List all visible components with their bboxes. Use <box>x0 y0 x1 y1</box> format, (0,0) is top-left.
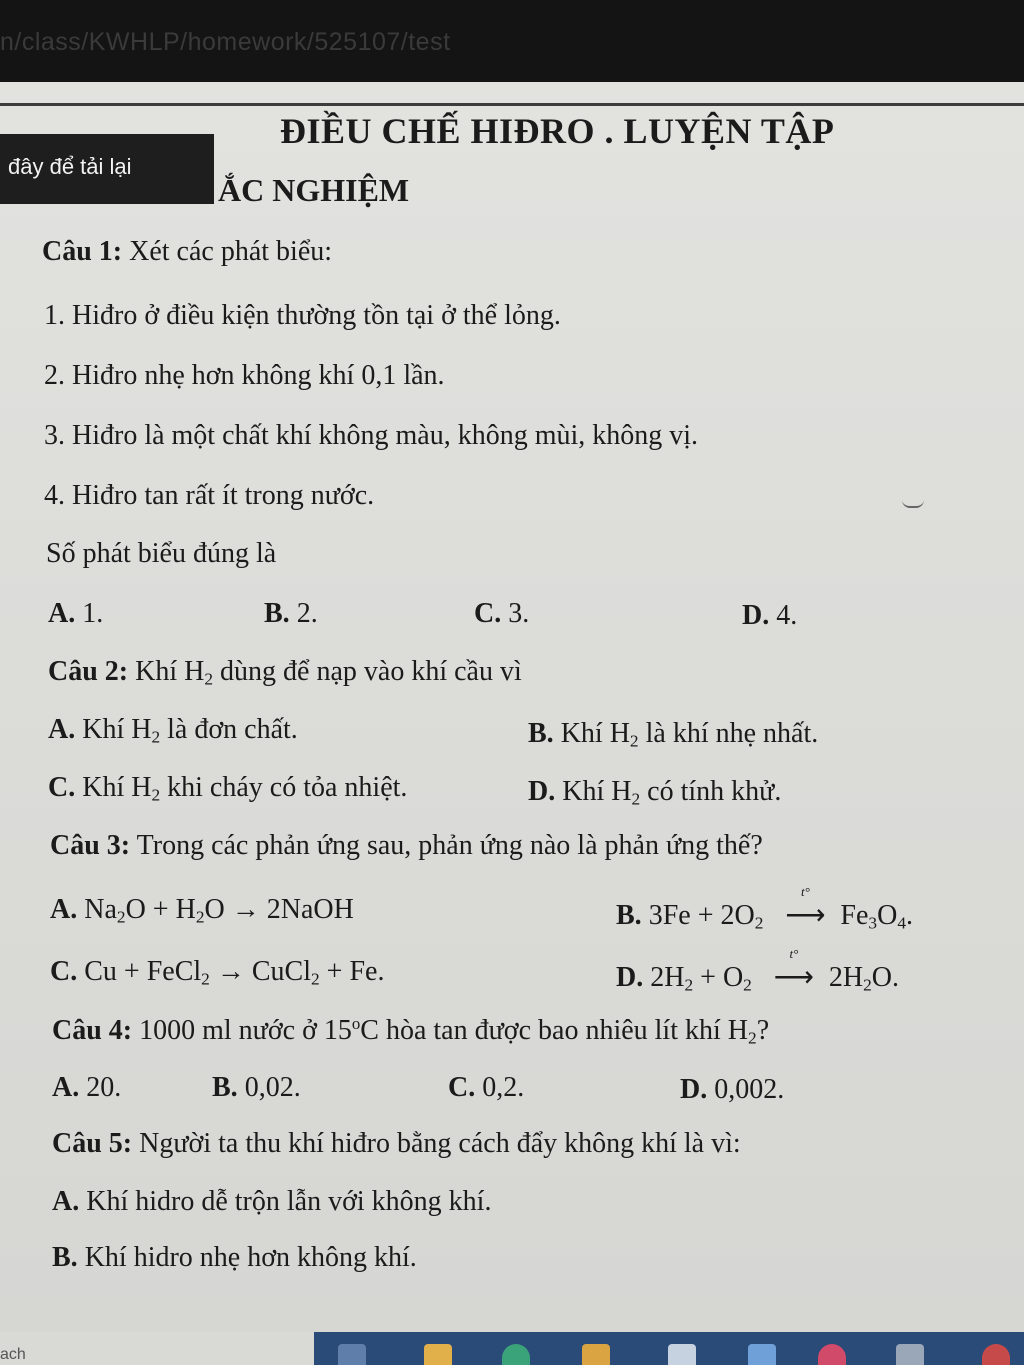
arrow-condition: t° <box>800 884 810 899</box>
q4-option-a[interactable] <box>52 1072 121 1104</box>
option-text: 4. <box>776 600 798 631</box>
equation-part: Fe <box>840 900 869 931</box>
arrow-condition: t° <box>789 946 799 961</box>
question-2-text: dùng để nạp vào khí cầu vì <box>220 656 522 687</box>
option-label: B. <box>212 1072 238 1103</box>
app-icon[interactable] <box>982 1344 1010 1365</box>
question-2-text: Khí H <box>135 656 205 687</box>
option-label: B. <box>52 1242 78 1273</box>
option-label: B. <box>616 900 642 931</box>
option-text: 0,2. <box>482 1072 525 1103</box>
superscript: o <box>351 1014 361 1033</box>
browser-top-bar <box>0 0 1024 82</box>
option-text: Khí hidro dễ trộn lẫn với không khí. <box>86 1186 492 1217</box>
question-3 <box>50 830 763 862</box>
question-5-label: Câu 5: <box>52 1128 133 1159</box>
option-text: 1. <box>82 598 104 629</box>
subscript: 2 <box>116 907 126 927</box>
option-label: A. <box>52 1186 80 1217</box>
reload-button[interactable]: đây để tải lại <box>0 134 214 204</box>
option-label: A. <box>48 714 76 745</box>
option-label: D. <box>680 1074 708 1105</box>
subscript: 2 <box>310 969 320 989</box>
statement-2: 2. Hiđro nhẹ hơn không khí 0,1 lần. <box>44 360 445 391</box>
corner-text: ach <box>0 1346 26 1363</box>
question-2 <box>48 656 522 689</box>
q2-option-d[interactable] <box>528 776 781 809</box>
question-4 <box>52 1014 769 1048</box>
equation-part: 3Fe + 2O <box>648 900 755 931</box>
app-icon[interactable] <box>896 1344 924 1365</box>
folder-icon[interactable] <box>582 1344 610 1365</box>
option-label: D. <box>528 776 556 807</box>
option-label: C. <box>448 1072 476 1103</box>
q3-option-c[interactable] <box>50 956 384 989</box>
equation-part: Na <box>84 894 117 925</box>
app-icon[interactable] <box>818 1344 846 1365</box>
option-text: có tính khử. <box>647 776 782 807</box>
subscript: 4 <box>897 913 906 933</box>
option-text: Khí hidro nhẹ hơn không khí. <box>84 1242 417 1273</box>
q4-option-c[interactable] <box>448 1072 524 1104</box>
option-label: A. <box>50 894 78 925</box>
subscript: 2 <box>748 1028 757 1048</box>
reaction-arrow-icon: t° ⟶ <box>759 960 829 994</box>
page-title: ĐIỀU CHẾ HIĐRO . LUYỆN TẬP <box>280 111 835 151</box>
equation-part: O. <box>871 962 900 993</box>
equation-part: . <box>906 900 913 931</box>
equation-part: O + H <box>125 894 196 925</box>
statement-3: 3. Hiđro là một chất khí không màu, không mùi, không vị. <box>44 420 699 451</box>
option-label: B. <box>528 718 554 749</box>
option-text: 20. <box>86 1072 122 1103</box>
question-4-text: C hòa tan được bao nhiêu lít khí H <box>360 1015 748 1047</box>
option-text: là khí nhẹ nhất. <box>645 718 819 749</box>
equation-part: 2H <box>828 962 864 993</box>
subscript: 2 <box>743 975 752 995</box>
question-5 <box>52 1128 741 1160</box>
q3-option-d[interactable] <box>616 946 900 995</box>
question-1-prompt: Số phát biểu đúng là <box>46 538 277 569</box>
option-text: là đơn chất. <box>167 714 298 745</box>
header-rule <box>0 103 1024 106</box>
statement-4: 4. Hiđro tan rất ít trong nước. <box>44 480 375 511</box>
option-text: khi cháy có tỏa nhiệt. <box>167 772 408 803</box>
question-4-text: 1000 ml nước ở 15 <box>139 1015 352 1047</box>
task-view-icon[interactable] <box>338 1344 366 1365</box>
equation-part: Cu + FeCl <box>84 956 202 987</box>
subscript: 2 <box>151 727 161 747</box>
option-text: 2. <box>296 598 318 629</box>
option-label: A. <box>52 1072 80 1103</box>
q3-option-b[interactable] <box>616 884 913 933</box>
subscript: 2 <box>631 789 641 809</box>
question-5-text: Người ta thu khí hiđro bằng cách đẩy không khí là vì: <box>139 1128 741 1159</box>
option-label: A. <box>48 598 76 629</box>
q1-option-b[interactable] <box>264 598 318 630</box>
q2-option-c[interactable] <box>48 772 407 805</box>
option-label: C. <box>474 598 502 629</box>
q4-option-d[interactable] <box>680 1074 784 1106</box>
equation-part: → CuCl <box>216 956 311 987</box>
option-label: D. <box>742 600 770 631</box>
question-3-text: Trong các phản ứng sau, phản ứng nào là phản ứng thế? <box>136 830 763 861</box>
subscript: 2 <box>151 785 161 805</box>
reaction-arrow-icon: t° ⟶ <box>770 898 840 932</box>
option-label: C. <box>48 772 76 803</box>
question-1-label: Câu 1: <box>42 236 123 267</box>
option-label: C. <box>50 956 78 987</box>
equation-part: + O <box>700 962 744 993</box>
subscript: 2 <box>629 731 639 751</box>
question-4-label: Câu 4: <box>52 1015 133 1047</box>
equation-part: O <box>877 900 898 931</box>
question-3-label: Câu 3: <box>50 830 131 861</box>
option-text: 0,02. <box>244 1072 301 1103</box>
q4-option-b[interactable] <box>212 1072 301 1104</box>
subscript: 2 <box>863 975 872 995</box>
option-text: 3. <box>508 598 530 629</box>
subscript: 2 <box>204 669 214 689</box>
q3-option-a[interactable] <box>50 894 354 927</box>
equation-part: 2H <box>650 962 685 993</box>
app-icon[interactable] <box>668 1344 696 1365</box>
option-text: Khí H <box>562 776 632 807</box>
option-label: D. <box>616 962 644 993</box>
option-text: Khí H <box>82 772 152 803</box>
question-2-label: Câu 2: <box>48 656 129 687</box>
q1-option-d[interactable] <box>742 600 797 632</box>
option-label: B. <box>264 598 290 629</box>
question-1-text: Xét các phát biểu: <box>129 236 333 267</box>
q1-option-a[interactable] <box>48 598 103 630</box>
url-text[interactable]: n/class/KWHLP/homework/525107/test <box>0 28 451 56</box>
option-text: Khí H <box>82 714 152 745</box>
subscript: 2 <box>201 969 210 989</box>
subscript: 2 <box>684 975 694 995</box>
option-text: 0,002. <box>714 1074 785 1105</box>
app-icon[interactable] <box>748 1344 776 1365</box>
file-explorer-icon[interactable] <box>424 1344 452 1365</box>
equation-part: + Fe. <box>326 956 385 987</box>
subscript: 3 <box>868 913 878 933</box>
option-text: Khí H <box>560 718 630 749</box>
q1-option-c[interactable] <box>474 598 529 630</box>
q2-option-a[interactable] <box>48 714 298 747</box>
browser-icon[interactable] <box>502 1344 530 1365</box>
equation-part: O → 2NaOH <box>204 894 354 925</box>
q5-option-a[interactable] <box>52 1186 491 1218</box>
q2-option-b[interactable] <box>528 718 818 751</box>
question-4-text: ? <box>756 1015 770 1047</box>
section-heading: ẮC NGHIỆM <box>218 172 410 208</box>
subscript: 2 <box>754 913 764 933</box>
question-1 <box>42 236 332 268</box>
subscript: 2 <box>195 907 205 927</box>
q5-option-b[interactable] <box>52 1242 417 1274</box>
statement-1: 1. Hiđro ở điều kiện thường tồn tại ở thể lỏng. <box>44 300 561 331</box>
